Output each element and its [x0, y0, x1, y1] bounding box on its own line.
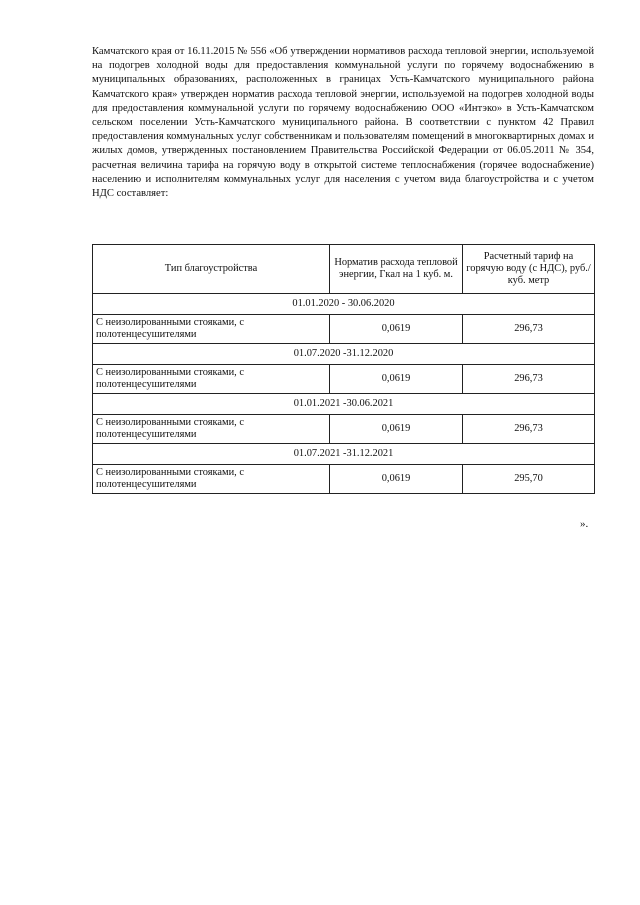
body-paragraph: Камчатского края от 16.11.2015 № 556 «Об утверждении нормативов расхода тепловой энергии, используемой на подогрев холодной воды для предоставления коммунальной услуги по горячему водоснабжению в муниципальных образованиях, расположенных в границах Усть-Камчатского муниципального района Камчатского края» утвержден норматив расхода тепловой энергии, используемой на подогрев холодной воды для предоставления коммунальной услуги по горячему водоснабжению ООО «Интэко» в Усть-Камчатском сельском поселении Усть-Камчатского муниципального района. В соответствии с пунктом 42 Правил предоставления коммунальных услуг собственникам и пользователям помещений в многоквартирных домах и жилых домов, утвержденных постановлением Правительства Российской Федерации от 06.05.2011 № 354, расчетная величина тарифа на горячую воду в открытой системе теплоснабжения (горячее водоснабжение) населению и исполнителям коммунальных услуг для населения с учетом вида благоустройства и с учетом НДС составляет:: [92, 46, 594, 200]
cell-norm: 0,0619: [330, 365, 463, 394]
cell-tariff: 296,73: [463, 365, 595, 394]
table-row: [93, 315, 595, 344]
closing-quote: ».: [580, 518, 589, 530]
period-label: 01.07.2021 -31.12.2021: [93, 444, 595, 465]
header-tariff: Расчетный тариф на горячую воду (с НДС), руб./куб. метр: [463, 245, 595, 294]
period-row: [93, 444, 595, 465]
period-row: [93, 394, 595, 415]
cell-norm: 0,0619: [330, 415, 463, 444]
period-label: 01.01.2021 -30.06.2021: [93, 394, 595, 415]
period-label: 01.01.2020 - 30.06.2020: [93, 294, 595, 315]
cell-tariff: 296,73: [463, 415, 595, 444]
period-label: 01.07.2020 -31.12.2020: [93, 344, 595, 365]
cell-tariff: 295,70: [463, 465, 595, 494]
period-row: [93, 344, 595, 365]
table-row: [93, 465, 595, 494]
cell-type: С неизолированными стояками, с полотенцесушителями: [93, 315, 330, 344]
table-row: [93, 365, 595, 394]
header-norm: Норматив расхода тепловой энергии, Гкал на 1 куб. м.: [330, 245, 463, 294]
table-row: [93, 415, 595, 444]
cell-tariff: 296,73: [463, 315, 595, 344]
cell-norm: 0,0619: [330, 465, 463, 494]
tariff-table: [92, 244, 595, 494]
header-type: Тип благоустройства: [93, 245, 330, 294]
cell-norm: 0,0619: [330, 315, 463, 344]
cell-type: С неизолированными стояками, с полотенцесушителями: [93, 465, 330, 494]
cell-type: С неизолированными стояками, с полотенцесушителями: [93, 365, 330, 394]
table-header-row: [93, 245, 595, 294]
period-row: [93, 294, 595, 315]
cell-type: С неизолированными стояками, с полотенцесушителями: [93, 415, 330, 444]
